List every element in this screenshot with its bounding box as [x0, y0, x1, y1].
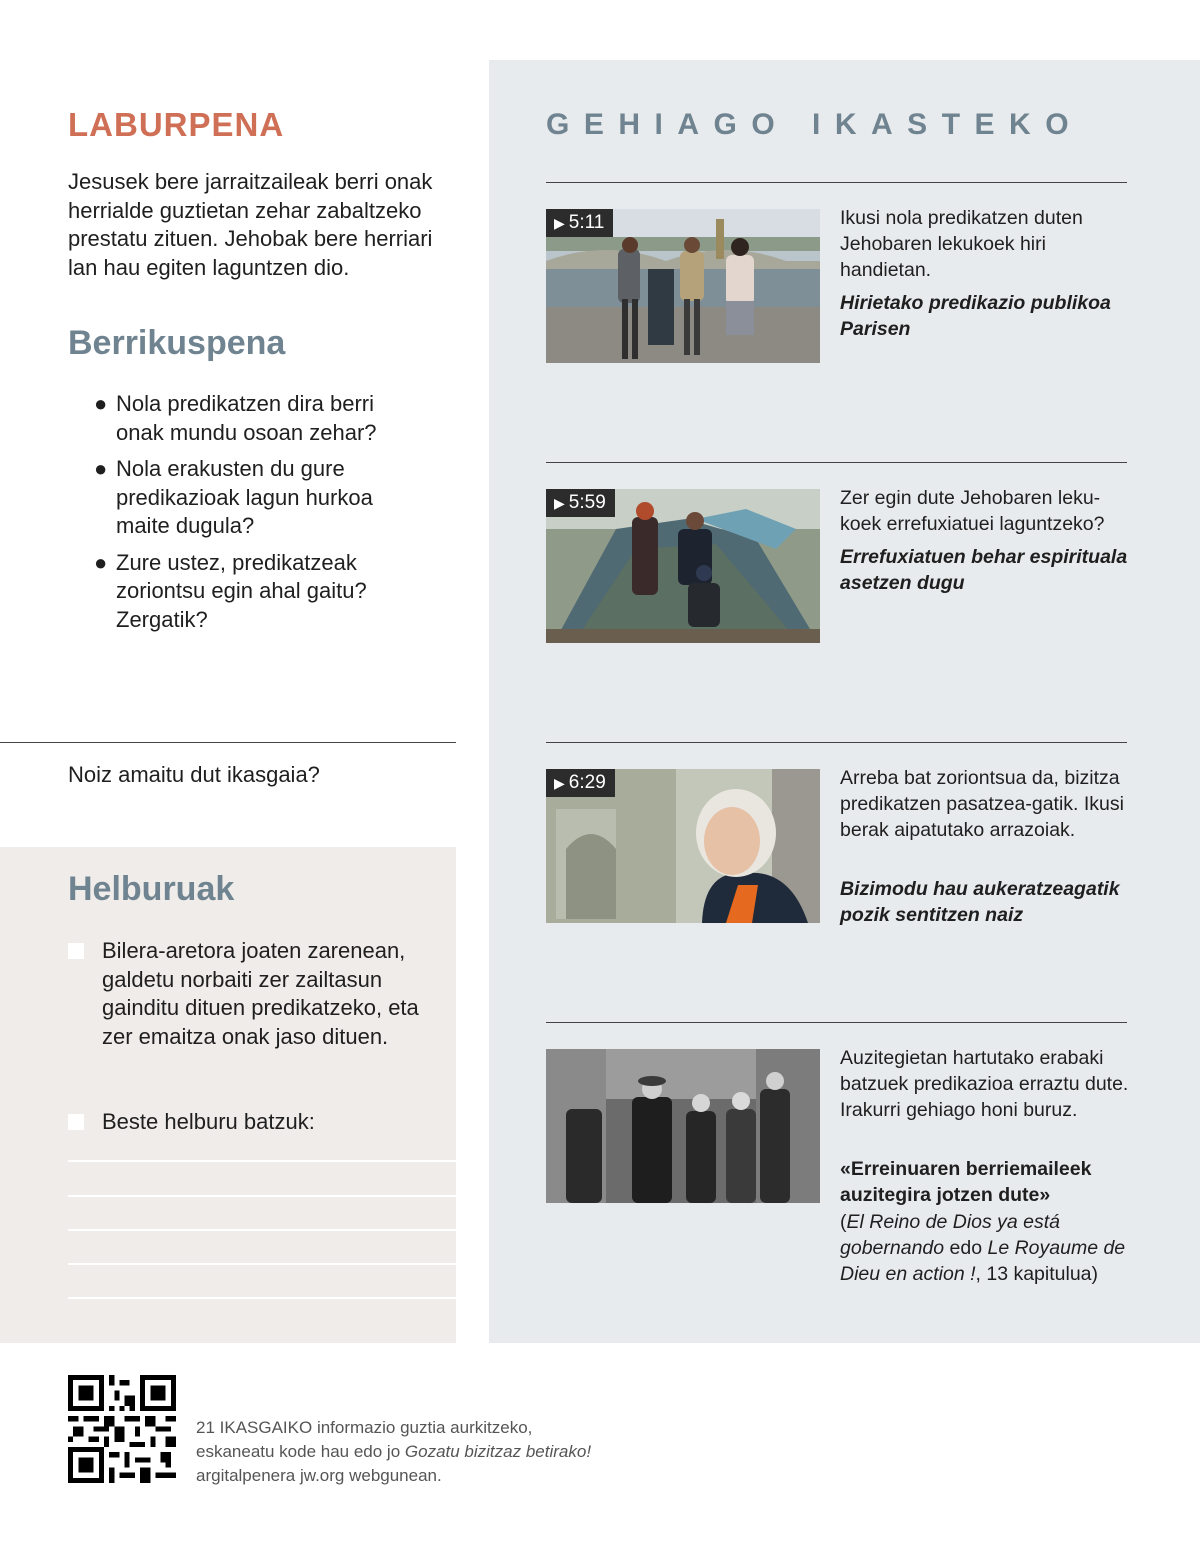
video-thumbnail[interactable]: [546, 489, 820, 643]
bullet-icon: ●: [94, 456, 108, 481]
article-source: (El Reino de Dios ya está gobernando edo Le Royaume de Dieu en action !, 13 kapitulua): [840, 1211, 1126, 1285]
learn-more-title: GEHIAGO IKASTEKO: [546, 108, 1084, 141]
court-historic-photo: [546, 1049, 820, 1203]
video-description: Ikusi nola predikatzen duten Jehobaren lekukoek hiri handietan.: [840, 207, 1083, 281]
play-icon: ▶: [554, 495, 565, 511]
play-icon: ▶: [554, 775, 565, 791]
finished-question: Noiz amaitu dut ikasgaia?: [68, 762, 320, 787]
divider: [546, 182, 1127, 183]
video-duration-badge: ▶ 5:59: [546, 489, 615, 517]
play-icon: ▶: [554, 215, 565, 231]
goal-checkbox[interactable]: [68, 943, 84, 959]
review-question-list: [94, 390, 414, 642]
article-thumbnail[interactable]: [546, 1049, 820, 1203]
review-question-text: Nola erakusten du gure predikazioak lagun hurkoa maite dugula?: [116, 456, 373, 538]
write-line[interactable]: [68, 1229, 456, 1231]
bullet-icon: ●: [94, 549, 108, 575]
divider: [546, 1022, 1127, 1023]
write-line[interactable]: [68, 1263, 456, 1265]
goals-panel: [0, 847, 456, 1343]
video-thumbnail[interactable]: [546, 209, 820, 363]
goal-item: [68, 937, 438, 1051]
summary-title: LABURPENA: [68, 106, 285, 143]
review-question: [94, 455, 414, 541]
write-line[interactable]: [68, 1297, 456, 1299]
article-description: Auzitegietan hartutako erabaki batzuek predikazioa erraztu dute. Irakurri gehiago honi buruz.: [840, 1047, 1129, 1121]
review-question: [94, 549, 414, 635]
divider: [546, 742, 1127, 743]
video-link[interactable]: Hirietako predikazio publikoa Parisen: [840, 292, 1111, 340]
write-line[interactable]: [68, 1160, 456, 1162]
goal-text: Beste helburu batzuk:: [102, 1109, 315, 1134]
goal-item: [68, 1108, 438, 1137]
video-link[interactable]: Bizimodu hau aukeratzeagatik pozik sentitzen naiz: [840, 878, 1120, 926]
bullet-icon: ●: [94, 391, 108, 416]
goal-text: Bilera-aretora joaten zarenean, galdetu norbaiti zer zailtasun gainditu dituen predikatzeko, eta zer emaitza onak jaso dituen.: [102, 938, 419, 1049]
goals-title: Helburuak: [68, 870, 235, 908]
review-question: [94, 390, 414, 447]
summary-text: Jesusek bere jarraitzaileak berri onak herrialde guztietan zehar zabaltzeko prestatu zituen. Jehobak bere herriari lan hau egiten laguntzen dio.: [68, 169, 433, 280]
video-link[interactable]: Errefuxiatuen behar espirituala asetzen dugu: [840, 546, 1128, 594]
divider: [546, 462, 1127, 463]
video-description: Arreba bat zoriontsua da, bizitza predikatzen pasatzea-gatik. Ikusi berak aipatutako arrazoiak.: [840, 767, 1124, 841]
video-description: Zer egin dute Jehobaren leku-koek errefuxiatuei laguntzeko?: [840, 487, 1105, 535]
write-line[interactable]: [68, 1195, 456, 1197]
goal-checkbox[interactable]: [68, 1114, 84, 1130]
video-duration-badge: ▶ 5:11: [546, 209, 613, 237]
review-title: Berrikuspena: [68, 324, 286, 362]
article-link[interactable]: «Erreinuaren berriemaileek auzitegira jotzen dute»: [840, 1158, 1092, 1206]
divider: [0, 742, 456, 743]
review-question-text: Nola predikatzen dira berri onak mundu osoan zehar?: [116, 391, 377, 445]
review-question-text: Zure ustez, predikatzeak zoriontsu egin ahal gaitu? Zergatik?: [116, 549, 367, 632]
video-duration-badge: ▶ 6:29: [546, 769, 615, 797]
qr-code-icon[interactable]: [68, 1375, 176, 1483]
footer-text: 21 IKASGAIKO informazio guztia aurkitzeko, eskaneatu kode hau edo jo Gozatu bizitzaz betirako! argitalpenera jw.org webgunean.: [196, 1418, 592, 1485]
video-thumbnail[interactable]: [546, 769, 820, 923]
